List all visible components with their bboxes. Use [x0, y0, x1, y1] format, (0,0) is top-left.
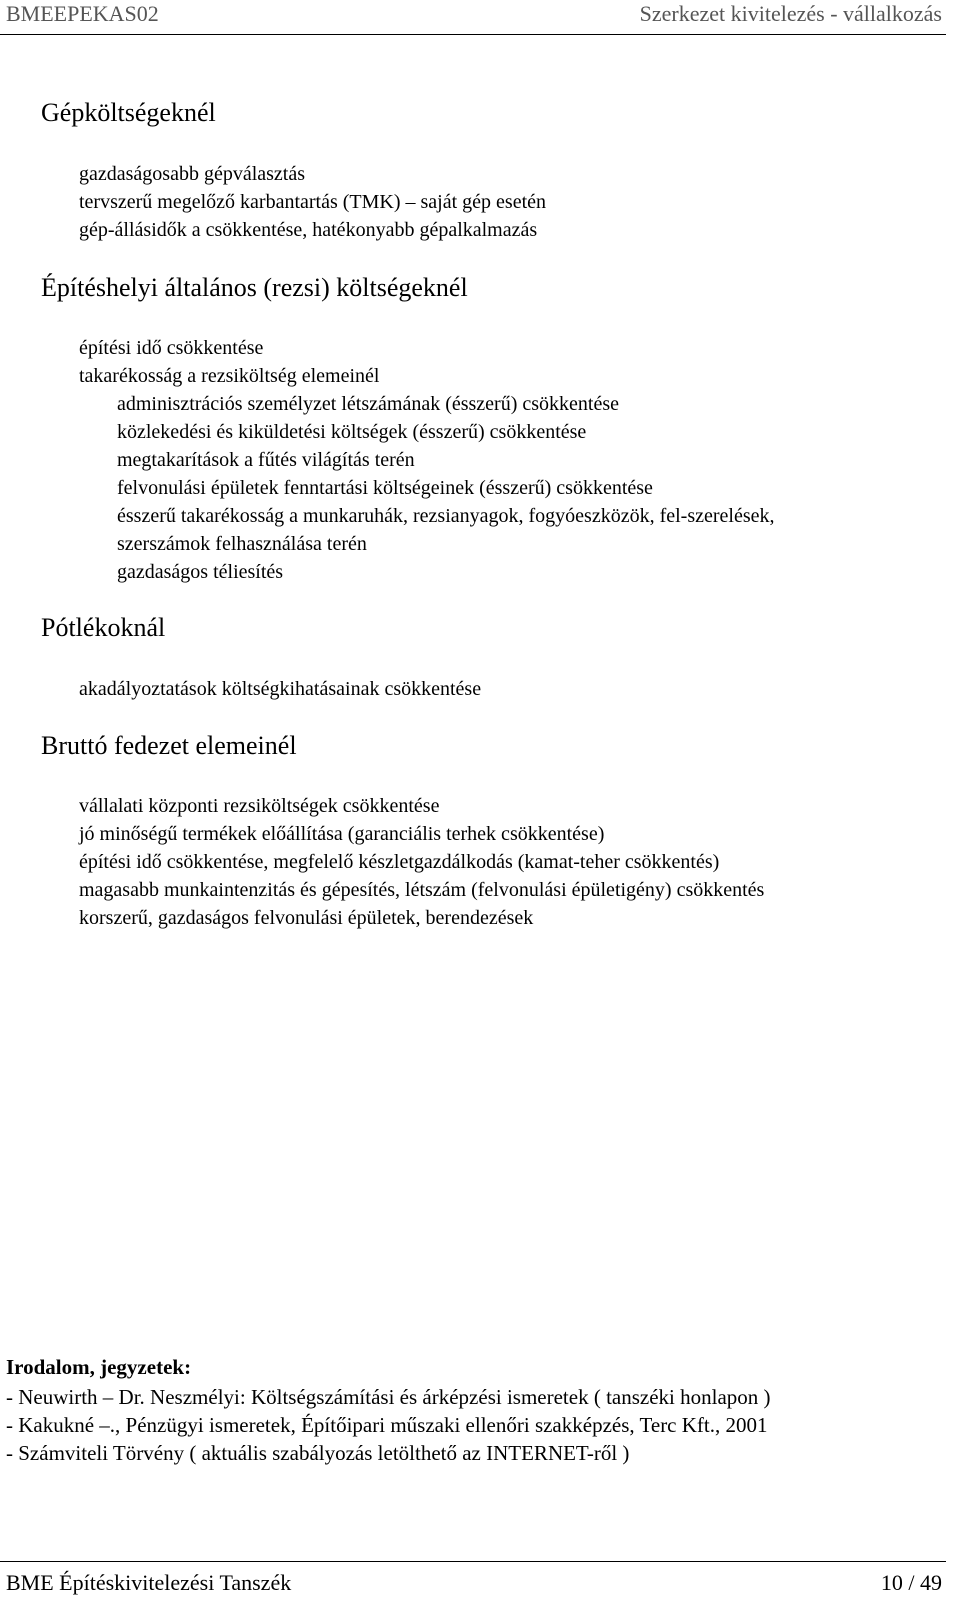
- reference-item: - Kakukné –., Pénzügyi ismeretek, Építőipari műszaki ellenőri szakképzés, Terc Kft., 2001: [6, 1413, 768, 1437]
- reference-item: - Számviteli Törvény ( aktuális szabályozás letölthető az INTERNET-ről ): [6, 1441, 630, 1465]
- section-heading-machine-costs: Gépköltségeknél: [41, 98, 216, 127]
- sub-list-item: felvonulási épületek fenntartási költségeinek (ésszerű) csökkentése: [117, 477, 653, 499]
- page-footer: [0, 1561, 946, 1598]
- sub-list-item: adminisztrációs személyzet létszámának (ésszerű) csökkentése: [117, 393, 620, 415]
- list-item: takarékosság a rezsiköltség elemeinél: [79, 365, 380, 387]
- list-item: gép-állásidők a csökkentése, hatékonyabb gépalkalmazás: [79, 219, 538, 241]
- list-item: korszerű, gazdaságos felvonulási épületek, berendezések: [79, 907, 534, 929]
- course-code: BMEEPEKAS02: [6, 1, 159, 26]
- sub-list-item: szerszámok felhasználása terén: [117, 533, 367, 555]
- section-heading-site-overhead: Építéshelyi általános (rezsi) költségeknél: [41, 273, 468, 302]
- document-title: Szerkezet kivitelezés - vállalkozás: [639, 1, 942, 26]
- reference-item: - Neuwirth – Dr. Neszmélyi: Költségszámítási és árképzési ismeretek ( tanszéki honlapon ): [6, 1385, 771, 1409]
- page-number: 10 / 49: [880, 1570, 942, 1595]
- sub-list-item: ésszerű takarékosság a munkaruhák, rezsianyagok, fogyóeszközök, fel-szerelések,: [117, 505, 775, 527]
- department-name: BME Építéskivitelezési Tanszék: [6, 1570, 292, 1595]
- list-item: magasabb munkaintenzitás és gépesítés, létszám (felvonulási épületigény) csökkentés: [79, 879, 765, 901]
- list-item: tervszerű megelőző karbantartás (TMK) – saját gép esetén: [79, 191, 547, 213]
- list-item: akadályoztatások költségkihatásainak csökkentése: [79, 678, 482, 700]
- list-item: építési idő csökkentése, megfelelő készletgazdálkodás (kamat-teher csökkentés): [79, 851, 720, 873]
- list-item: vállalati központi rezsiköltségek csökkentése: [79, 795, 440, 817]
- sub-list-item: megtakarítások a fűtés világítás terén: [117, 449, 415, 471]
- list-item: jó minőségű termékek előállítása (garanciális terhek csökkentése): [79, 823, 605, 845]
- section-heading-surcharges: Pótlékoknál: [41, 613, 166, 642]
- sub-list-item: közlekedési és kiküldetési költségek (ésszerű) csökkentése: [117, 421, 587, 443]
- section-heading-gross-margin: Bruttó fedezet elemeinél: [41, 731, 297, 760]
- sub-list-item: gazdaságos téliesítés: [117, 561, 284, 583]
- list-item: gazdaságosabb gépválasztás: [79, 163, 306, 185]
- list-item: építési idő csökkentése: [79, 337, 264, 359]
- page-header: [0, 0, 946, 35]
- references-title: Irodalom, jegyzetek:: [6, 1355, 192, 1379]
